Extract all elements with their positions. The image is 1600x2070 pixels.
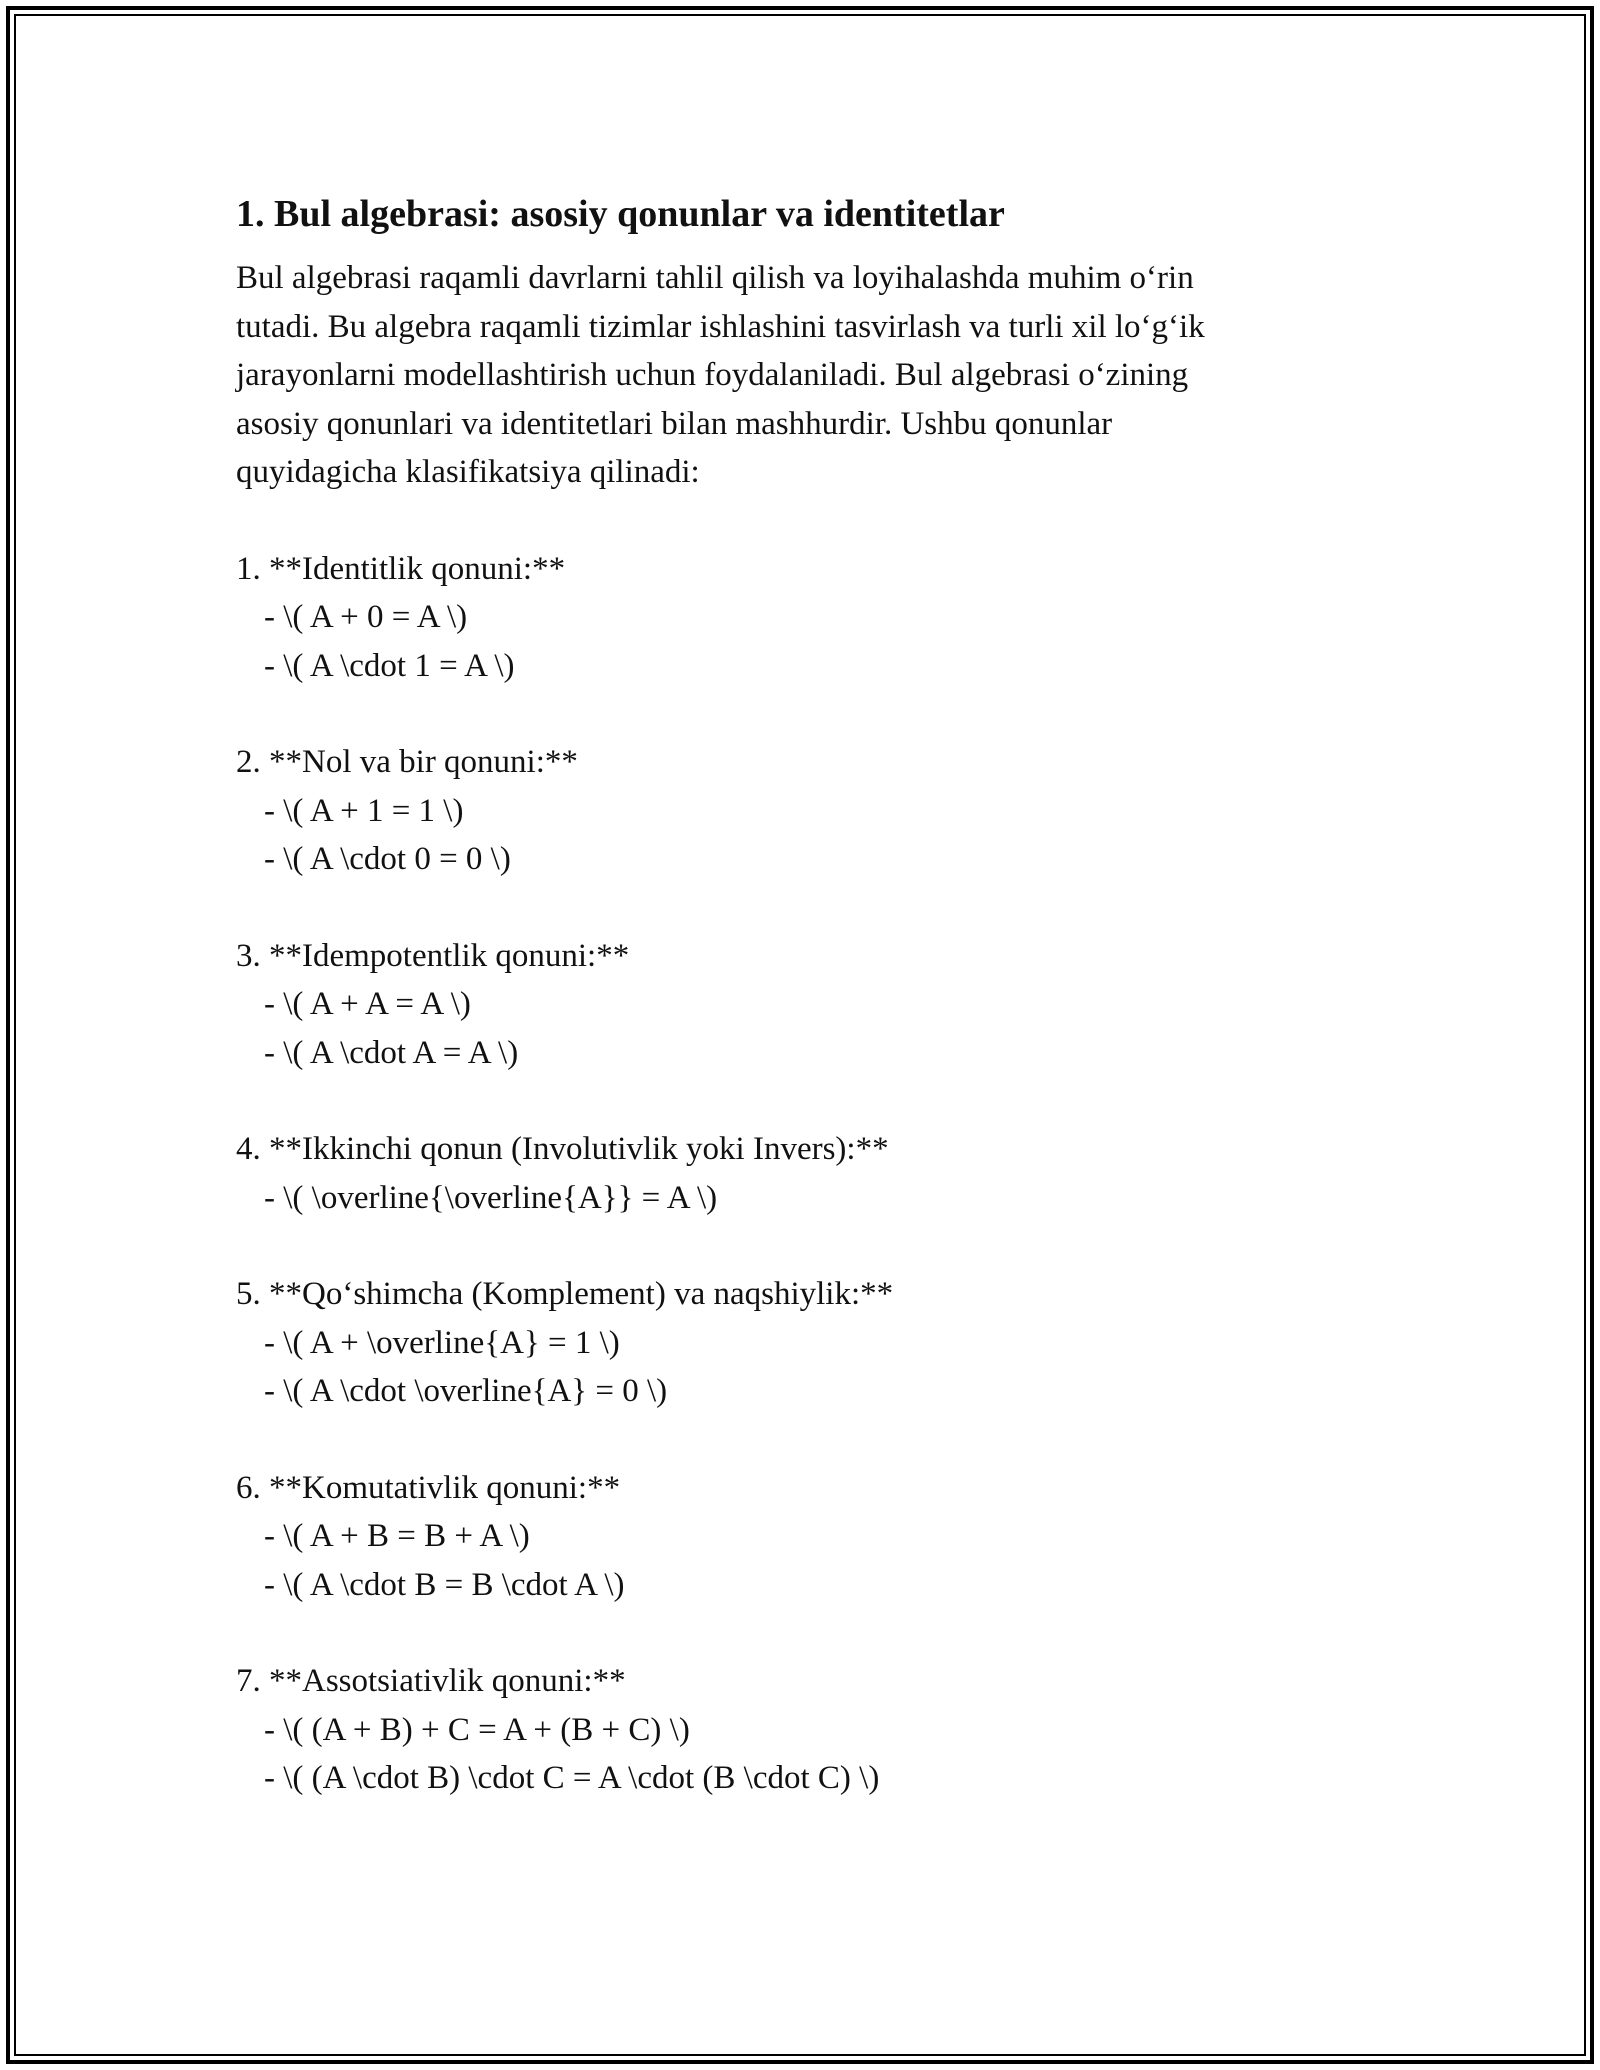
law-title: 5. **Qo‘shimcha (Komplement) va naqshiylik:** — [236, 1276, 894, 1312]
law-item — [236, 932, 1366, 1078]
intro-line: tutadi. Bu algebra raqamli tizimlar ishlashini tasvirlash va turli xil lo‘g‘ik — [236, 308, 1205, 345]
intro-line: Bul algebrasi raqamli davrlarni tahlil qilish va loyihalashda muhim o‘rin — [236, 260, 1194, 296]
laws-list — [236, 545, 1366, 1803]
law-title: 1. **Identitlik qonuni:** — [236, 550, 566, 587]
law-formula: - \( A \cdot 1 = A \) — [264, 647, 515, 684]
law-item — [236, 545, 1366, 691]
law-item — [236, 1657, 1366, 1803]
law-formula: - \( \overline{\overline{A}} = A \) — [264, 1179, 718, 1216]
law-formula: - \( A + B = B + A \) — [264, 1518, 530, 1554]
law-item — [236, 1125, 1366, 1222]
law-item — [236, 1270, 1366, 1416]
law-formula: - \( A + \overline{A} = 1 \) — [264, 1324, 620, 1361]
intro-line: quyidagicha klasifikatsiya qilinadi: — [236, 454, 700, 490]
law-formula: - \( A \cdot A = A \) — [264, 1034, 519, 1071]
intro-line: jarayonlarni modellashtirish uchun foydalaniladi. Bul algebrasi o‘zining — [236, 357, 1189, 393]
document-body — [236, 186, 1366, 1851]
law-formula: - \( A + 1 = 1 \) — [264, 792, 464, 829]
law-formula: - \( A + 0 = A \) — [264, 599, 468, 635]
law-formula: - \( A \cdot \overline{A} = 0 \) — [264, 1373, 668, 1409]
law-formula: - \( A + A = A \) — [264, 986, 471, 1022]
intro-paragraph — [236, 254, 1366, 497]
intro-line: asosiy qonunlari va identitetlari bilan mashhurdir. Ushbu qonunlar — [236, 405, 1113, 442]
law-title: 2. **Nol va bir qonuni:** — [236, 744, 578, 780]
law-title: 6. **Komutativlik qonuni:** — [236, 1469, 621, 1506]
document-title: 1. Bul algebrasi: asosiy qonunlar va identitetlar — [236, 193, 1005, 235]
law-title: 3. **Idempotentlik qonuni:** — [236, 937, 630, 974]
law-formula: - \( (A \cdot B) \cdot C = A \cdot (B \cdot C) \) — [264, 1760, 880, 1796]
law-title: 4. **Ikkinchi qonun (Involutivlik yoki Invers):** — [236, 1131, 889, 1167]
law-title: 7. **Assotsiativlik qonuni:** — [236, 1663, 626, 1699]
law-formula: - \( (A + B) + C = A + (B + C) \) — [264, 1711, 690, 1748]
law-item — [236, 738, 1366, 884]
law-formula: - \( A \cdot B = B \cdot A \) — [264, 1566, 625, 1603]
law-formula: - \( A \cdot 0 = 0 \) — [264, 841, 511, 877]
law-item — [236, 1464, 1366, 1610]
